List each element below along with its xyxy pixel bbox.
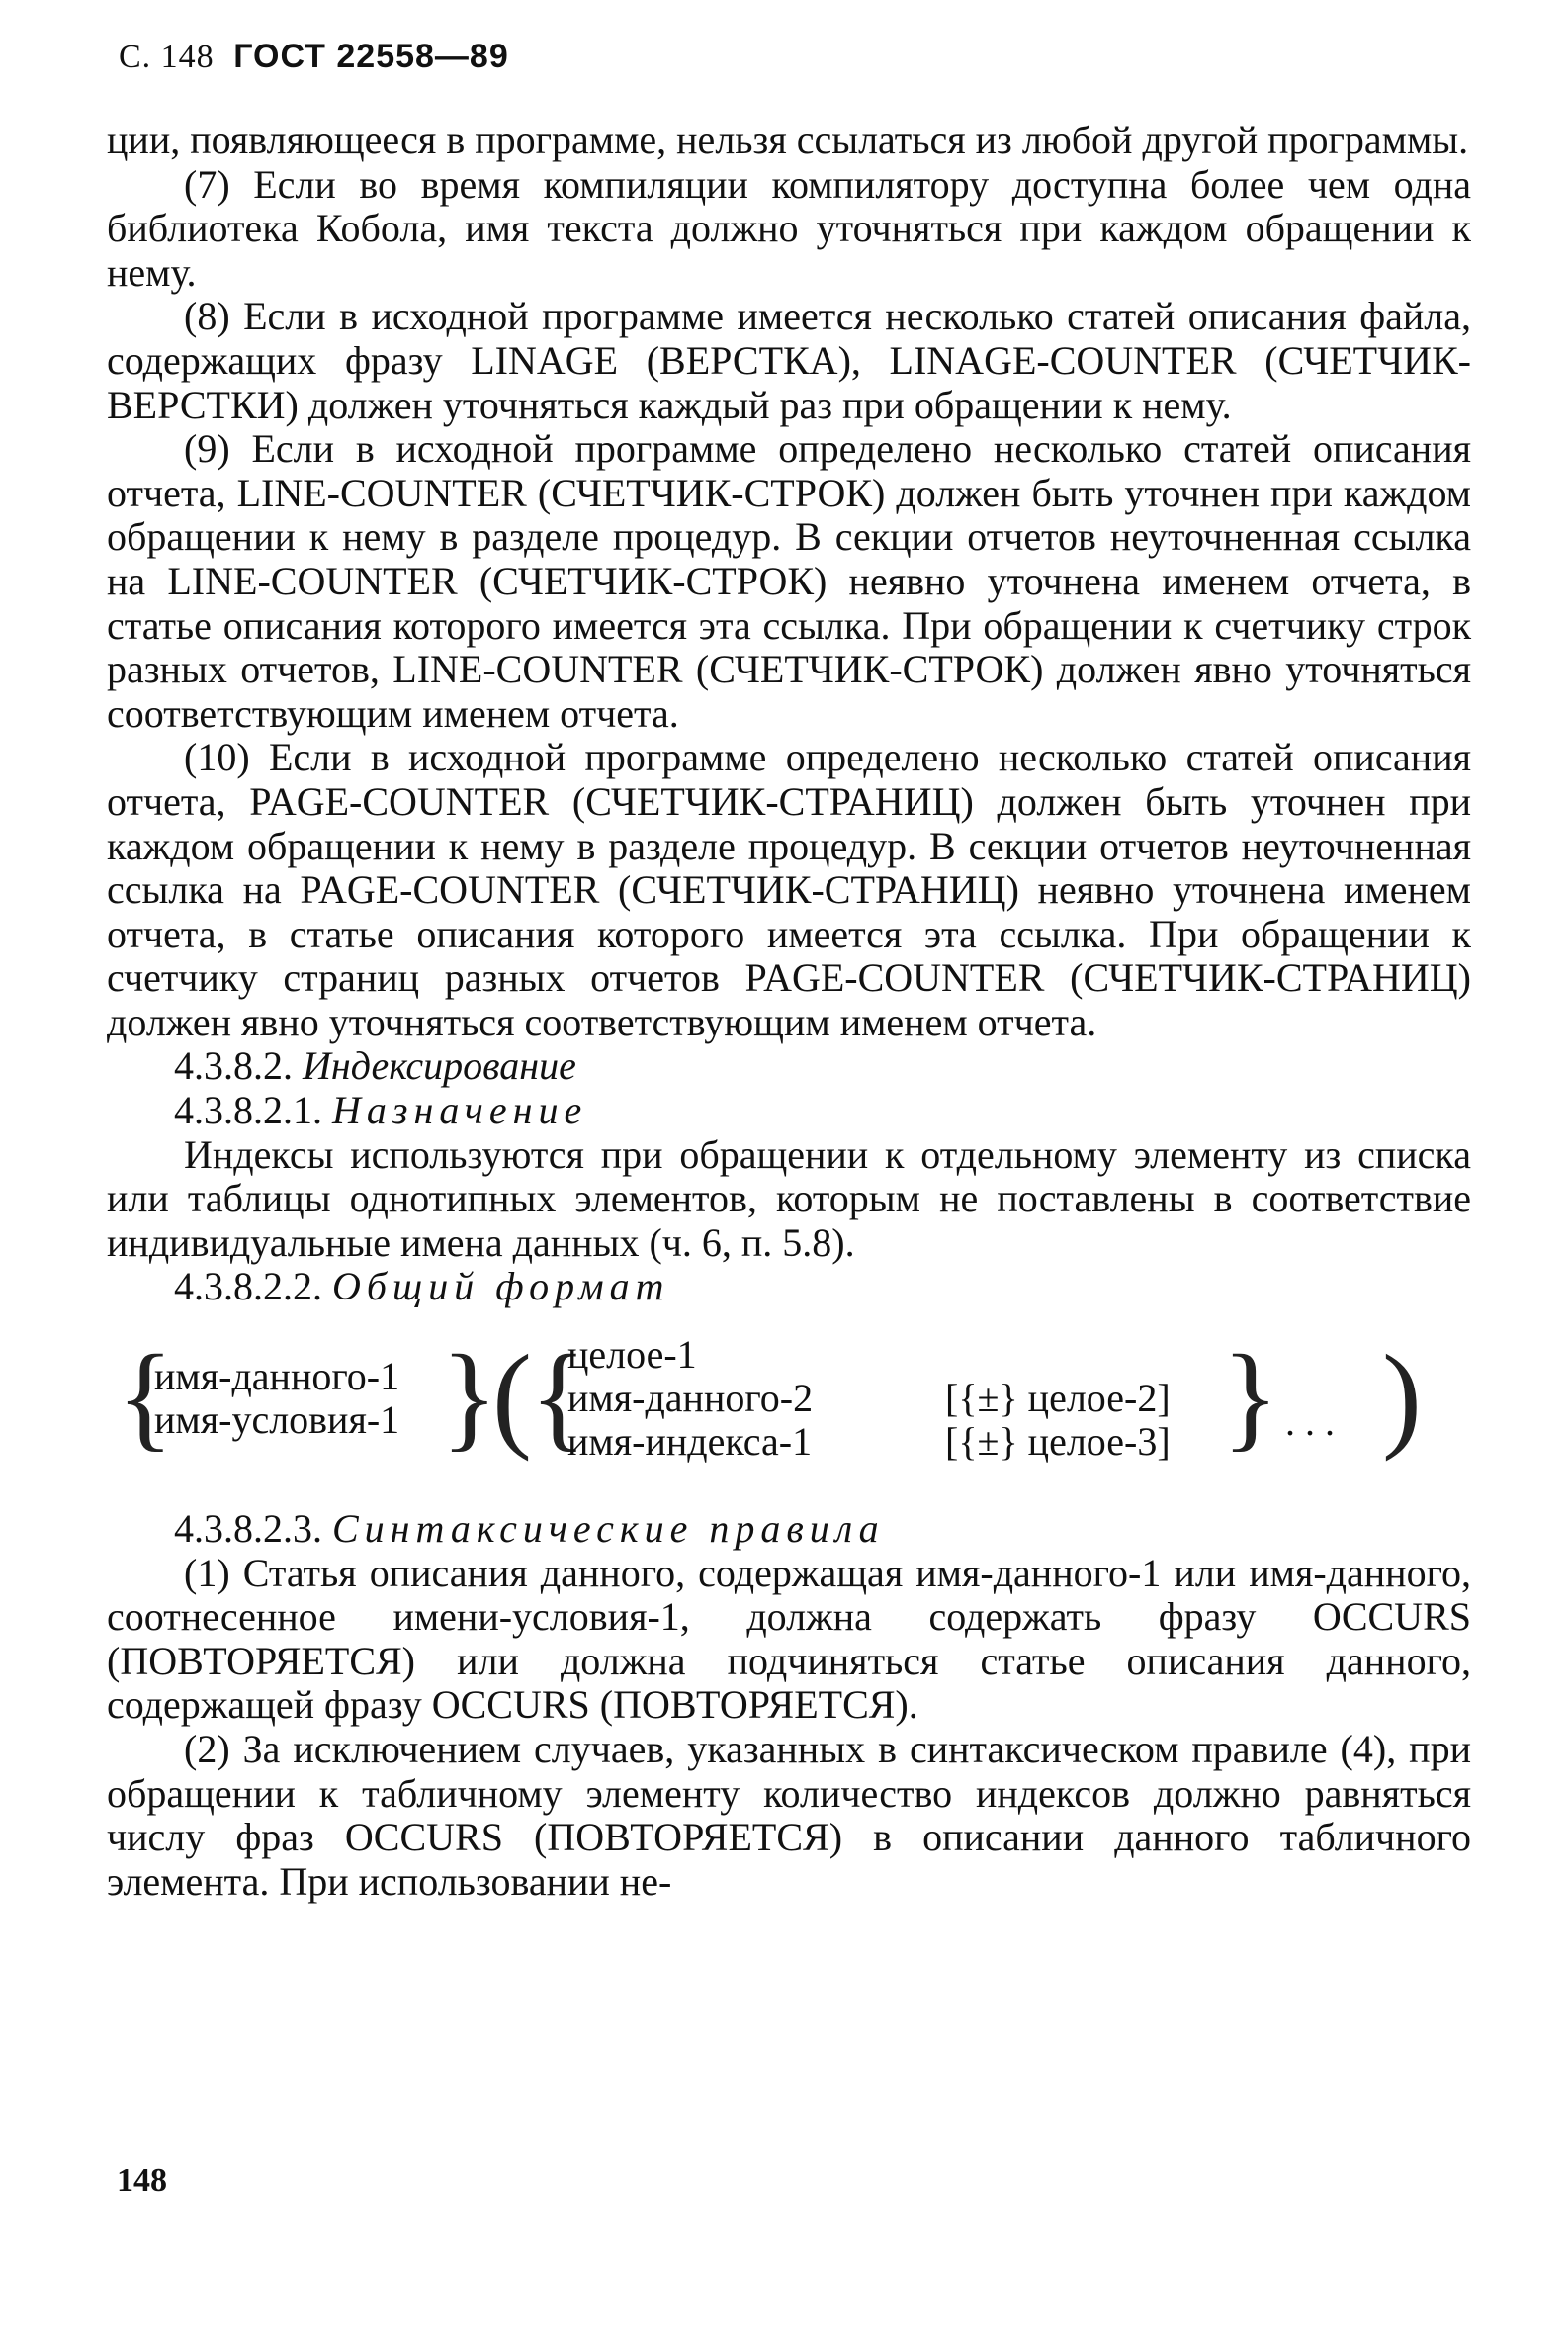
standard-number: ГОСТ 22558—89	[233, 38, 509, 75]
format-ellipsis: . . .	[1285, 1399, 1335, 1445]
syntax-rule-1: (1) Статья описания данного, содержащая имя-данного-1 или имя-данного, соотнесенное имени-условия-1, должна содержать фразу OCCURS (ПОВТОРЯЕТСЯ) или должна подчиняться статье описания данного, содержащей фразу OCCURS (ПОВТОРЯЕТСЯ).	[107, 1550, 1471, 1728]
outer-paren-open: (	[492, 1330, 532, 1463]
page-label: С. 148	[119, 39, 215, 75]
section-format-title: Общий формат	[332, 1264, 670, 1309]
format-option: имя-индекса-1	[567, 1419, 813, 1465]
format-option: имя-данного-2	[567, 1376, 814, 1421]
paragraph-7: (7) Если во время компиляции компилятору доступна более чем одна библиотека Кобола, имя текста должно уточняться при каждом обращении к нему.	[107, 161, 1471, 295]
section-purpose-number: 4.3.8.2.1.	[174, 1088, 322, 1133]
section-indexing-title: Индексирование	[303, 1043, 576, 1089]
right-suffix-column	[945, 1377, 1171, 1464]
left-options-column	[154, 1355, 399, 1442]
section-indexing-number: 4.3.8.2.	[174, 1043, 293, 1089]
syntax-rule-2: (2) За исключением случаев, указанных в синтаксическом правиле (4), при обращении к табличному элементу количество индексов должно равняться числу фраз OCCURS (ПОВТОРЯЕТСЯ) в описании данного табличного элемента. При использовании не-	[107, 1727, 1471, 1904]
page-number: 148	[117, 2162, 167, 2198]
format-option: целое-1	[567, 1332, 697, 1378]
left-brace-close: }	[441, 1330, 498, 1463]
general-format-diagram	[107, 1319, 1471, 1487]
section-purpose-heading	[107, 1089, 1471, 1133]
page-header	[119, 38, 509, 76]
section-indexing-heading	[107, 1044, 1471, 1089]
paragraph-8: (8) Если в исходной программе имеется несколько статей описания файла, содержащих фразу LINAGE (ВЕРСТКА), LINAGE-COUNTER (СЧЕТЧИК-ВЕРСТКИ) должен уточняться каждый раз при обращении к нему.	[107, 294, 1471, 427]
paragraph-continuation: ции, появляющееся в программе, нельзя ссылаться из любой другой программы.	[107, 118, 1469, 162]
paragraph-10: (10) Если в исходной программе определено несколько статей описания отчета, PAGE-COUNTER (СЧЕТЧИК-СТРАНИЦ) должен быть уточнен при каждом обращении к нему в разделе процедур. В секции отчетов неуточненная ссылка на PAGE-COUNTER (СЧЕТЧИК-СТРАНИЦ) неявно уточнена именем отчета, в статье описания которого имеется эта ссылка. При обращении к счетчику страниц разных отчетов PAGE-COUNTER (СЧЕТЧИК-СТРАНИЦ) должен явно уточняться соответствующим именем отчета.	[107, 735, 1471, 1044]
section-format-heading	[107, 1265, 1471, 1309]
section-syntax-number: 4.3.8.2.3.	[174, 1506, 322, 1552]
format-suffix: [{±} целое-2]	[945, 1376, 1171, 1421]
section-purpose-title: Назначение	[332, 1088, 588, 1133]
section-format-number: 4.3.8.2.2.	[174, 1264, 322, 1309]
right-brace-open: {	[530, 1330, 587, 1463]
document-body	[107, 119, 1471, 1904]
format-option: имя-данного-1	[154, 1354, 400, 1399]
right-brace-close: }	[1222, 1330, 1279, 1463]
format-option: имя-условия-1	[154, 1397, 400, 1443]
right-options-column	[567, 1333, 813, 1464]
paragraph-9: (9) Если в исходной программе определено несколько статей описания отчета, LINE-COUNTER (СЧЕТЧИК-СТРОК) должен быть уточнен при каждом обращении к нему в разделе процедур. В секции отчетов неуточненная ссылка на LINE-COUNTER (СЧЕТЧИК-СТРОК) неявно уточнена именем отчета, в статье описания которого имеется эта ссылка. При обращении к счетчику строк разных отчетов, LINE-COUNTER (СЧЕТЧИК-СТРОК) должен явно уточняться соответствующим именем отчета.	[107, 426, 1471, 736]
section-syntax-heading	[107, 1507, 1471, 1552]
purpose-paragraph: Индексы используются при обращении к отдельному элементу из списка или таблицы однотипных элементов, которым не поставлены в соответствие индивидуальные имена данных (ч. 6, п. 5.8).	[107, 1131, 1471, 1265]
format-suffix: [{±} целое-3]	[945, 1419, 1171, 1465]
left-brace-open: {	[117, 1330, 174, 1463]
outer-paren-close: )	[1382, 1330, 1422, 1463]
section-syntax-title: Синтаксические правила	[332, 1506, 885, 1552]
